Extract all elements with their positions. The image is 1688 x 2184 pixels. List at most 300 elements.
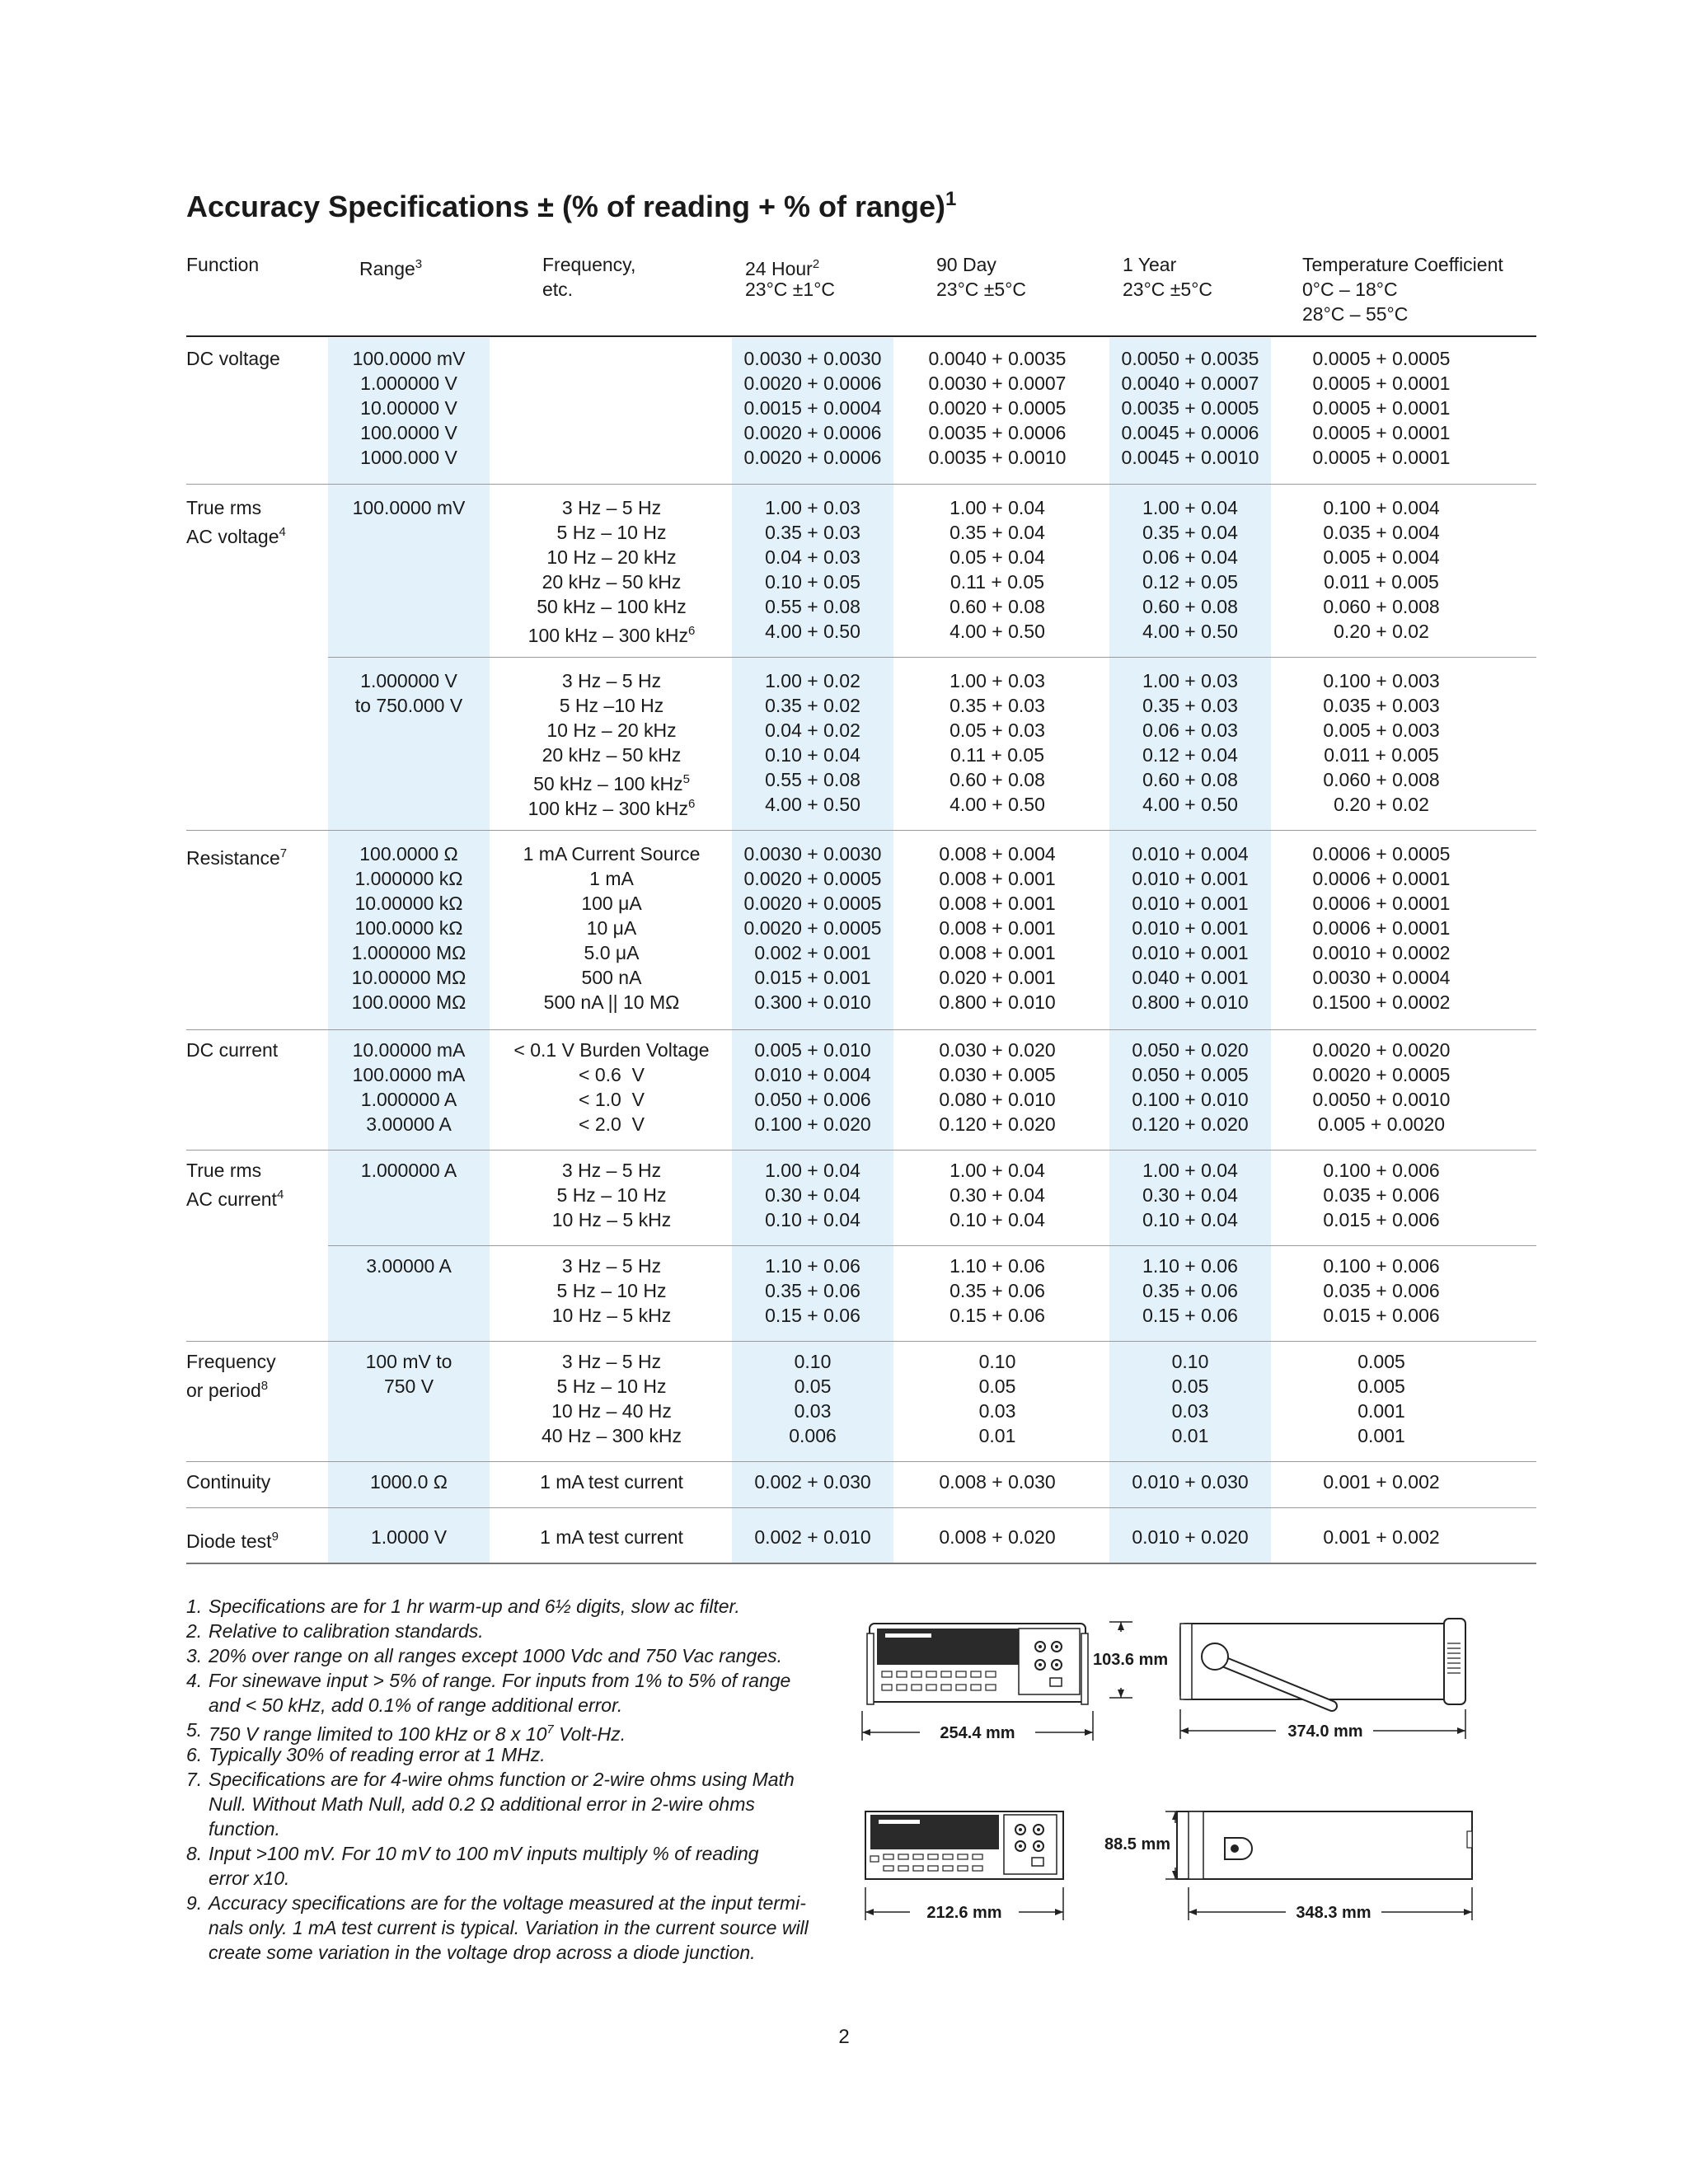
cell-line: 0.30 + 0.04: [765, 1184, 860, 1206]
accuracy-1-year-cell: [1109, 1254, 1271, 1328]
cell-line: 0.008 + 0.004: [939, 843, 1056, 865]
cell-line: 500 nA: [581, 967, 642, 988]
side-view-small: [1093, 1802, 1480, 1933]
accuracy-90-day-cell: [900, 1349, 1095, 1448]
cell-line: 0.60 + 0.08: [1142, 596, 1238, 617]
cell-line: 750 V: [383, 1376, 434, 1397]
temperature-coefficient-cell: [1279, 495, 1484, 644]
cell-line: 0.35 + 0.06: [1142, 1280, 1238, 1301]
accuracy-24-hour-cell: [732, 346, 893, 470]
footnotes: [186, 1594, 846, 1965]
footnote-item: 4. For sinewave input > 5% of range. For inputs from 1% to 5% of range and < 50 kHz, add 0.1% of range additional error.: [186, 1670, 791, 1716]
cell-line: 4.00 + 0.50: [950, 621, 1045, 642]
cell-line: 0.100 + 0.006: [1323, 1160, 1440, 1181]
cell-line: 10.00000 mA: [352, 1039, 466, 1061]
function-cell: [186, 1525, 279, 1552]
cell-line: 0.0040 + 0.0007: [1121, 373, 1259, 394]
cell-line: 0.011 + 0.005: [1324, 571, 1439, 593]
cell-line: 0.010 + 0.001: [1132, 893, 1249, 914]
cell-line: Diode test$^9$: [186, 1530, 279, 1552]
cell-line: 0.0005 + 0.0005: [1312, 348, 1451, 369]
cell-line: 0.060 + 0.008: [1323, 596, 1440, 617]
cell-line: 0.020 + 0.001: [939, 967, 1056, 988]
cell-line: 1.000000 A: [360, 1160, 457, 1181]
function-cell: [186, 495, 286, 545]
cell-line: 0.11 + 0.05: [950, 571, 1045, 593]
cell-line: 500 nA || 10 MΩ: [543, 991, 680, 1013]
accuracy-90-day-cell: [900, 668, 1095, 817]
dim-374-label: 374.0 mm: [1287, 1722, 1363, 1741]
cell-line: 1.000000 kΩ: [354, 868, 463, 889]
cell-line: 100 kHz – 300 kHz$^6$: [528, 797, 696, 819]
cell-line: 1 mA: [589, 868, 634, 889]
cell-line: 0.0030 + 0.0030: [743, 843, 882, 865]
cell-line: DC current: [186, 1039, 279, 1061]
row-divider: [186, 1150, 1536, 1151]
cell-line: 0.35 + 0.06: [950, 1280, 1045, 1301]
cell-line: 0.60 + 0.08: [1142, 769, 1238, 790]
cell-line: 0.0020 + 0.0006: [743, 422, 882, 443]
row-divider: [186, 1341, 1536, 1342]
header-function: Function: [186, 254, 260, 275]
cell-line: 0.0005 + 0.0001: [1312, 397, 1451, 419]
header-rule: [186, 335, 1536, 337]
cell-line: to 750.000 V: [354, 695, 463, 716]
cell-line: 0.10 + 0.04: [765, 1209, 860, 1230]
cell-line: 100.0000 mV: [352, 497, 466, 518]
cell-line: True rms: [186, 1160, 262, 1181]
page-number: 2: [838, 2026, 850, 2048]
cell-line: 0.03: [978, 1400, 1016, 1422]
cell-line: 0.015 + 0.006: [1323, 1305, 1440, 1326]
accuracy-1-year-cell: [1109, 346, 1271, 470]
header-frequency: Frequency, etc.: [542, 254, 636, 300]
row-divider: [328, 1245, 1536, 1246]
cell-line: 10 Hz – 5 kHz: [551, 1305, 672, 1326]
range-cell: [328, 668, 490, 718]
frequency-cell: [491, 1254, 732, 1328]
accuracy-90-day-cell: [900, 1525, 1095, 1549]
front-view-small: [857, 1802, 1096, 1933]
cell-line: 1.10 + 0.06: [950, 1255, 1045, 1277]
cell-line: < 0.6 V: [579, 1064, 645, 1085]
row-divider: [186, 1563, 1536, 1564]
cell-line: 0.11 + 0.05: [950, 744, 1045, 766]
footnote-item: 8. Input >100 mV. For 10 mV to 100 mV inputs multiply % of reading error x10.: [186, 1843, 759, 1889]
cell-line: 0.10 + 0.04: [765, 744, 860, 766]
cell-line: 0.035 + 0.006: [1323, 1280, 1440, 1301]
cell-line: 0.0050 + 0.0035: [1121, 348, 1259, 369]
footnote-item: 5. 750 V range limited to 100 kHz or 8 x $10^7$ Volt-Hz.: [186, 1719, 626, 1745]
accuracy-24-hour-cell: [732, 1469, 893, 1494]
row-divider: [186, 1029, 1536, 1030]
cell-line: 0.35 + 0.03: [1142, 695, 1238, 716]
accuracy-24-hour-cell: [732, 841, 893, 1015]
cell-line: 0.03: [1171, 1400, 1209, 1422]
cell-line: 0.06 + 0.03: [1142, 719, 1238, 741]
range-cell: [328, 1254, 490, 1278]
front-view-large: [857, 1617, 1096, 1749]
cell-line: 1.00 + 0.02: [765, 670, 860, 691]
range-cell: [328, 841, 490, 1015]
page-title: Accuracy Specifications ± (% of reading + % of range)$^1$: [186, 188, 957, 223]
frequency-cell: [491, 1158, 732, 1232]
cell-line: 0.0010 + 0.0002: [1312, 942, 1451, 963]
cell-line: 0.03: [794, 1400, 832, 1422]
cell-line: 0.05: [1171, 1376, 1209, 1397]
function-cell: [186, 1158, 284, 1210]
cell-line: 50 kHz – 100 kHz: [537, 596, 687, 617]
cell-line: 1.10 + 0.06: [765, 1255, 860, 1277]
function-cell: [186, 1349, 276, 1399]
frequency-cell: [491, 1469, 732, 1494]
cell-line: 0.002 + 0.001: [754, 942, 871, 963]
range-cell: [328, 1038, 490, 1137]
cell-line: 100 kHz – 300 kHz$^6$: [528, 624, 696, 646]
frequency-cell: [491, 1349, 732, 1448]
cell-line: 0.10: [978, 1351, 1016, 1372]
cell-line: or period$^8$: [186, 1379, 269, 1401]
temperature-coefficient-cell: [1279, 668, 1484, 817]
row-divider: [186, 1461, 1536, 1462]
temperature-coefficient-cell: [1279, 1525, 1484, 1549]
cell-line: 5 Hz – 10 Hz: [556, 1376, 667, 1397]
cell-line: 0.0020 + 0.0005: [743, 917, 882, 939]
cell-line: 0.005 + 0.004: [1323, 546, 1440, 568]
accuracy-90-day-cell: [900, 1038, 1095, 1137]
cell-line: 1.00 + 0.04: [950, 1160, 1045, 1181]
cell-line: Resistance$^7$: [186, 846, 288, 869]
cell-line: 0.035 + 0.006: [1323, 1184, 1440, 1206]
cell-line: 0.050 + 0.006: [754, 1089, 871, 1110]
header-range: Range$^3$: [359, 257, 423, 279]
accuracy-1-year-cell: [1109, 1349, 1271, 1448]
cell-line: 100.0000 Ω: [359, 843, 458, 865]
footnote-item: 3. 20% over range on all ranges except 1000 Vdc and 750 Vac ranges.: [186, 1645, 783, 1666]
range-cell: [328, 1469, 490, 1494]
cell-line: 0.015 + 0.001: [754, 967, 871, 988]
cell-line: 1 mA Current Source: [523, 843, 701, 865]
cell-line: 100.0000 mV: [352, 348, 466, 369]
accuracy-24-hour-cell: [732, 495, 893, 644]
cell-line: 0.300 + 0.010: [754, 991, 871, 1013]
cell-line: 3 Hz – 5 Hz: [561, 497, 662, 518]
frequency-cell: [491, 1525, 732, 1549]
cell-line: 0.20 + 0.02: [1334, 794, 1429, 815]
accuracy-1-year-cell: [1109, 495, 1271, 644]
range-cell: [328, 1158, 490, 1183]
cell-line: 0.01: [1171, 1425, 1209, 1446]
cell-line: 1.00 + 0.04: [1142, 497, 1238, 518]
accuracy-24-hour-cell: [732, 1349, 893, 1448]
accuracy-1-year-cell: [1109, 1038, 1271, 1137]
cell-line: 20 kHz – 50 kHz: [542, 571, 682, 593]
dim-88-label: 88.5 mm: [1104, 1835, 1171, 1854]
cell-line: 0.001 + 0.002: [1323, 1471, 1440, 1493]
cell-line: 0.15 + 0.06: [950, 1305, 1045, 1326]
cell-line: 0.100 + 0.006: [1323, 1255, 1440, 1277]
cell-line: 10 Hz – 5 kHz: [551, 1209, 672, 1230]
cell-line: 0.30 + 0.04: [950, 1184, 1045, 1206]
cell-line: 100.0000 V: [360, 422, 457, 443]
cell-line: 0.10: [794, 1351, 832, 1372]
cell-line: 100.0000 mA: [352, 1064, 466, 1085]
cell-line: < 0.1 V Burden Voltage: [513, 1039, 710, 1061]
cell-line: 0.05: [978, 1376, 1016, 1397]
cell-line: 0.20 + 0.02: [1334, 621, 1429, 642]
cell-line: 0.10 + 0.04: [950, 1209, 1045, 1230]
cell-line: 0.0030 + 0.0004: [1312, 967, 1451, 988]
cell-line: 50 kHz – 100 kHz$^5$: [533, 772, 690, 794]
temperature-coefficient-cell: [1279, 1349, 1484, 1448]
header-90-day: 90 Day 23°C ±5°C: [936, 254, 1027, 300]
cell-line: 1.10 + 0.06: [1142, 1255, 1238, 1277]
cell-line: 4.00 + 0.50: [950, 794, 1045, 815]
cell-line: 0.005 + 0.003: [1323, 719, 1440, 741]
cell-line: 10.00000 kΩ: [354, 893, 463, 914]
function-cell: [186, 1469, 270, 1494]
cell-line: 100 μA: [581, 893, 642, 914]
range-cell: [328, 1525, 490, 1549]
temperature-coefficient-cell: [1279, 1158, 1484, 1232]
cell-line: 0.0020 + 0.0005: [1312, 1064, 1451, 1085]
cell-line: 0.060 + 0.008: [1323, 769, 1440, 790]
cell-line: 1000.0 Ω: [370, 1471, 448, 1493]
cell-line: 0.60 + 0.08: [950, 596, 1045, 617]
cell-line: 0.010 + 0.001: [1132, 942, 1249, 963]
cell-line: 1.000000 V: [360, 670, 457, 691]
temperature-coefficient-cell: [1279, 346, 1484, 470]
temperature-coefficient-cell: [1279, 1469, 1484, 1494]
cell-line: 0.100 + 0.003: [1323, 670, 1440, 691]
cell-line: 0.0005 + 0.0001: [1312, 373, 1451, 394]
cell-line: 0.0015 + 0.0004: [743, 397, 882, 419]
cell-line: 0.0006 + 0.0005: [1312, 843, 1451, 865]
cell-line: 5.0 μA: [584, 942, 640, 963]
cell-line: 0.010 + 0.001: [1132, 917, 1249, 939]
cell-line: 1.000000 MΩ: [351, 942, 467, 963]
cell-line: 0.100 + 0.020: [754, 1113, 871, 1135]
cell-line: 0.0006 + 0.0001: [1312, 868, 1451, 889]
cell-line: 0.035 + 0.004: [1323, 522, 1440, 543]
accuracy-90-day-cell: [900, 346, 1095, 470]
cell-line: 4.00 + 0.50: [765, 794, 860, 815]
accuracy-1-year-cell: [1109, 1158, 1271, 1232]
cell-line: 1000.000 V: [360, 447, 457, 468]
accuracy-24-hour-cell: [732, 1038, 893, 1137]
accuracy-24-hour-cell: [732, 1525, 893, 1549]
cell-line: 0.006: [789, 1425, 837, 1446]
dim-348-label: 348.3 mm: [1296, 1904, 1372, 1922]
accuracy-1-year-cell: [1109, 841, 1271, 1015]
cell-line: 0.800 + 0.010: [1132, 991, 1249, 1013]
range-cell: [328, 1349, 490, 1399]
cell-line: < 1.0 V: [579, 1089, 645, 1110]
cell-line: 5 Hz – 10 Hz: [556, 1280, 667, 1301]
cell-line: 0.011 + 0.005: [1324, 744, 1439, 766]
cell-line: 0.0045 + 0.0010: [1121, 447, 1259, 468]
cell-line: 0.001 + 0.002: [1323, 1526, 1440, 1548]
side-view-large: [1093, 1615, 1480, 1747]
cell-line: 0.120 + 0.020: [1132, 1113, 1249, 1135]
accuracy-1-year-cell: [1109, 1469, 1271, 1494]
cell-line: 0.0035 + 0.0010: [928, 447, 1067, 468]
frequency-cell: [491, 495, 732, 644]
temperature-coefficient-cell: [1279, 841, 1484, 1015]
cell-line: 0.008 + 0.020: [939, 1526, 1056, 1548]
accuracy-90-day-cell: [900, 1254, 1095, 1328]
cell-line: DC voltage: [186, 348, 280, 369]
cell-line: 0.05: [794, 1376, 832, 1397]
cell-line: 0.35 + 0.03: [765, 522, 860, 543]
cell-line: 0.0020 + 0.0006: [743, 373, 882, 394]
cell-line: 0.0030 + 0.0007: [928, 373, 1067, 394]
cell-line: 100 mV to: [365, 1351, 452, 1372]
cell-line: 0.015 + 0.006: [1323, 1209, 1440, 1230]
cell-line: Frequency: [186, 1351, 276, 1372]
cell-line: AC voltage$^4$: [186, 525, 286, 547]
cell-line: 0.04 + 0.03: [765, 546, 860, 568]
cell-line: 1.00 + 0.03: [1142, 670, 1238, 691]
cell-line: 1.00 + 0.04: [1142, 1160, 1238, 1181]
cell-line: 0.35 + 0.04: [1142, 522, 1238, 543]
cell-line: 3 Hz – 5 Hz: [561, 1351, 662, 1372]
cell-line: 0.120 + 0.020: [939, 1113, 1056, 1135]
cell-line: 4.00 + 0.50: [1142, 794, 1238, 815]
cell-line: 0.002 + 0.030: [754, 1471, 871, 1493]
cell-line: 0.035 + 0.003: [1323, 695, 1440, 716]
cell-line: 0.800 + 0.010: [939, 991, 1056, 1013]
cell-line: 40 Hz – 300 kHz: [541, 1425, 682, 1446]
cell-line: 0.06 + 0.04: [1142, 546, 1238, 568]
cell-line: 0.60 + 0.08: [950, 769, 1045, 790]
cell-line: 5 Hz – 10 Hz: [556, 522, 667, 543]
cell-line: 0.030 + 0.020: [939, 1039, 1056, 1061]
cell-line: 0.001: [1357, 1400, 1405, 1422]
cell-line: 1.000000 A: [360, 1089, 457, 1110]
cell-line: 0.040 + 0.001: [1132, 967, 1249, 988]
cell-line: 0.100 + 0.010: [1132, 1089, 1249, 1110]
cell-line: 0.12 + 0.04: [1142, 744, 1238, 766]
frequency-cell: [491, 841, 732, 1015]
cell-line: 0.080 + 0.010: [939, 1089, 1056, 1110]
row-divider: [186, 830, 1536, 831]
cell-line: 0.050 + 0.005: [1132, 1064, 1249, 1085]
cell-line: 0.0040 + 0.0035: [928, 348, 1067, 369]
function-cell: [186, 346, 280, 371]
cell-line: 0.030 + 0.005: [939, 1064, 1056, 1085]
cell-line: 0.010 + 0.004: [1132, 843, 1249, 865]
cell-line: 3 Hz – 5 Hz: [561, 1160, 662, 1181]
cell-line: 0.005 + 0.0020: [1317, 1113, 1446, 1135]
cell-line: 0.35 + 0.04: [950, 522, 1045, 543]
cell-line: AC current$^4$: [186, 1188, 284, 1210]
cell-line: 0.0020 + 0.0006: [743, 447, 882, 468]
cell-line: 0.15 + 0.06: [1142, 1305, 1238, 1326]
cell-line: 0.0050 + 0.0010: [1312, 1089, 1451, 1110]
cell-line: 0.35 + 0.06: [765, 1280, 860, 1301]
cell-line: 1 mA test current: [540, 1471, 683, 1493]
footnote-item: 9. Accuracy specifications are for the voltage measured at the input termi- nals only. 1 mA test current is typical. Variation in the current source will create some variation in the voltage drop across a diode junction.: [186, 1892, 809, 1963]
cell-line: 10.00000 MΩ: [351, 967, 467, 988]
frequency-cell: [491, 1038, 732, 1137]
footnote-item: 1. Specifications are for 1 hr warm-up and 6½ digits, slow ac filter.: [186, 1596, 740, 1617]
cell-line: 0.0020 + 0.0005: [743, 868, 882, 889]
cell-line: 0.35 + 0.03: [950, 695, 1045, 716]
cell-line: 3.00000 A: [366, 1113, 452, 1135]
cell-line: 0.010 + 0.030: [1132, 1471, 1249, 1493]
accuracy-90-day-cell: [900, 841, 1095, 1015]
cell-line: 1.00 + 0.04: [765, 1160, 860, 1181]
cell-line: 0.0035 + 0.0006: [928, 422, 1067, 443]
cell-line: 100.0000 MΩ: [351, 991, 467, 1013]
cell-line: 3 Hz – 5 Hz: [561, 670, 662, 691]
cell-line: 0.0045 + 0.0006: [1121, 422, 1259, 443]
cell-line: 0.01: [978, 1425, 1016, 1446]
row-divider: [186, 484, 1536, 485]
frequency-cell: [491, 668, 732, 817]
cell-line: 0.15 + 0.06: [765, 1305, 860, 1326]
accuracy-90-day-cell: [900, 1158, 1095, 1232]
cell-line: 1.00 + 0.03: [765, 497, 860, 518]
cell-line: 5 Hz – 10 Hz: [556, 1184, 667, 1206]
temperature-coefficient-cell: [1279, 1038, 1484, 1137]
cell-line: 0.010 + 0.004: [754, 1064, 871, 1085]
cell-line: 1 mA test current: [540, 1526, 683, 1548]
cell-line: 0.12 + 0.05: [1142, 571, 1238, 593]
dim-254-label: 254.4 mm: [940, 1724, 1015, 1742]
cell-line: 0.005: [1357, 1376, 1405, 1397]
cell-line: 1.0000 V: [370, 1526, 448, 1548]
cell-line: 0.0035 + 0.0005: [1121, 397, 1259, 419]
cell-line: 0.30 + 0.04: [1142, 1184, 1238, 1206]
dim-212-label: 212.6 mm: [926, 1904, 1002, 1922]
dim-103-label: 103.6 mm: [1093, 1651, 1169, 1669]
cell-line: 0.010 + 0.001: [1132, 868, 1249, 889]
function-cell: [186, 841, 288, 869]
header-1-year: 1 Year 23°C ±5°C: [1123, 254, 1213, 300]
cell-line: 0.1500 + 0.0002: [1312, 991, 1451, 1013]
cell-line: 0.10: [1171, 1351, 1209, 1372]
header-temperature-coefficient: Temperature Coefficient 0°C – 18°C 28°C – 55°C: [1302, 254, 1503, 325]
cell-line: 10 Hz – 20 kHz: [546, 546, 677, 568]
footnote-item: 2. Relative to calibration standards.: [186, 1620, 484, 1642]
cell-line: 0.005 + 0.010: [754, 1039, 871, 1061]
cell-line: 0.008 + 0.030: [939, 1471, 1056, 1493]
cell-line: 3 Hz – 5 Hz: [561, 1255, 662, 1277]
accuracy-1-year-cell: [1109, 1525, 1271, 1549]
footnote-item: 6. Typically 30% of reading error at 1 MHz.: [186, 1744, 546, 1765]
cell-line: 0.0005 + 0.0001: [1312, 447, 1451, 468]
cell-line: Continuity: [186, 1471, 271, 1493]
cell-line: 0.10 + 0.04: [1142, 1209, 1238, 1230]
row-divider: [328, 657, 1536, 658]
cell-line: 0.05 + 0.03: [950, 719, 1045, 741]
cell-line: 4.00 + 0.50: [765, 621, 860, 642]
cell-line: 0.008 + 0.001: [939, 893, 1056, 914]
cell-line: < 2.0 V: [579, 1113, 645, 1135]
cell-line: 0.05 + 0.04: [950, 546, 1045, 568]
cell-line: 1.00 + 0.03: [950, 670, 1045, 691]
temperature-coefficient-cell: [1279, 1254, 1484, 1328]
cell-line: 0.0006 + 0.0001: [1312, 917, 1451, 939]
cell-line: 100.0000 kΩ: [354, 917, 463, 939]
cell-line: 0.008 + 0.001: [939, 942, 1056, 963]
cell-line: 3.00000 A: [366, 1255, 452, 1277]
cell-line: 0.005: [1357, 1351, 1405, 1372]
accuracy-90-day-cell: [900, 495, 1095, 644]
cell-line: 0.008 + 0.001: [939, 917, 1056, 939]
